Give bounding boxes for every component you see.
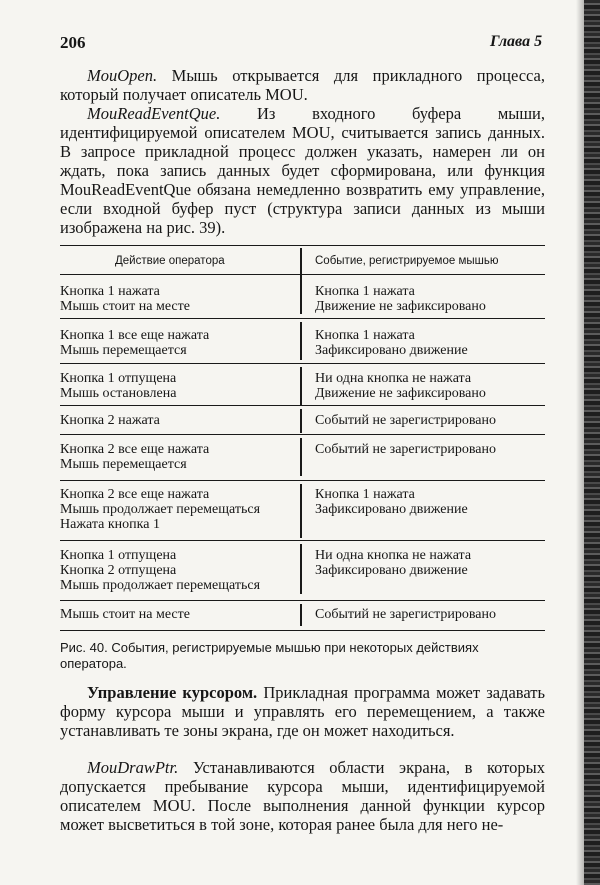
column-divider xyxy=(300,604,302,626)
table-row-rule xyxy=(60,363,545,364)
term-mouopen: MouOpen. xyxy=(87,66,158,85)
column-header-action: Действие оператора xyxy=(115,255,225,267)
table-cell-event: Кнопка 1 нажата Зафиксировано движение xyxy=(315,487,468,517)
table-header-rule xyxy=(60,274,545,275)
table-cell-action: Мышь стоит на месте xyxy=(60,607,190,622)
table-top-rule xyxy=(60,245,545,246)
text-moudrawptr: Устанавливаются области экрана, в которых допускается пребывание курсора мыши, идентифицируемой описателем MOU. После выполнения данной функции курсор может высветиться в той зоне, которая ранее была для него не- xyxy=(60,758,545,834)
table-cell-event: Кнопка 1 нажата Зафиксировано движение xyxy=(315,328,468,358)
table-cell-event: Событий не зарегистрировано xyxy=(315,442,496,457)
table-row-rule xyxy=(60,600,545,601)
table-cell-event: Событий не зарегистрировано xyxy=(315,607,496,622)
table-cell-event: Событий не зарегистрировано xyxy=(315,413,496,428)
paragraph-mouopen xyxy=(60,66,545,104)
column-divider xyxy=(300,409,302,433)
section-heading-cursor: Управление курсором. xyxy=(87,683,258,702)
column-divider xyxy=(300,484,302,538)
table-cell-action: Кнопка 1 нажата Мышь стоит на месте xyxy=(60,284,190,314)
column-divider xyxy=(300,544,302,594)
paragraph-cursor-control xyxy=(60,683,545,740)
table-cell-event: Ни одна кнопка не нажата Движение не зафиксировано xyxy=(315,371,486,401)
table-cell-action: Кнопка 2 все еще нажата Мышь перемещается xyxy=(60,442,210,472)
text-cursor-control: Прикладная программа может задавать форму курсора мыши и управлять его перемещением, а также устанавливать те зоны экрана, где он может находиться. xyxy=(60,683,545,740)
table-row-rule xyxy=(60,318,545,319)
text-mouopen: Мышь открывается для прикладного процесса, который получает описатель MOU. xyxy=(60,66,546,104)
table-cell-action: Кнопка 1 отпущена Кнопка 2 отпущена Мышь продолжает перемещаться xyxy=(60,548,261,593)
text-moureadeventque: Из входного буфера мыши, идентифицируемой описателем MOU, считывается запись данных. В запросе прикладной процесс должен указать, намерен ли он ждать, пока запись данных будет сформирована, или функция MouReadEventQue обязана немедленно возвратить ему управление, если входной буфер пуст (структура записи данных из мыши изображена на рис. 39). xyxy=(60,104,546,237)
table-row-rule xyxy=(60,480,545,481)
paragraph-moureadeventque xyxy=(60,104,545,237)
term-moudrawptr: MouDrawPtr. xyxy=(87,758,179,777)
table-row-rule xyxy=(60,405,545,406)
column-divider xyxy=(300,322,302,360)
table-cell-action: Кнопка 2 нажата xyxy=(60,413,160,428)
paragraph-moudrawptr xyxy=(60,758,545,834)
figure-caption: Рис. 40. События, регистрируемые мышью при некоторых действиях оператора. xyxy=(60,640,479,671)
page-edge-shadow xyxy=(584,0,600,885)
page-edge-fade xyxy=(576,0,584,885)
term-moureadeventque: MouReadEventQue. xyxy=(87,104,221,123)
table-cell-event: Кнопка 1 нажата Движение не зафиксировано xyxy=(315,284,486,314)
table-row-rule xyxy=(60,434,545,435)
column-divider xyxy=(300,367,302,405)
table-cell-action: Кнопка 1 отпущена Мышь остановлена xyxy=(60,371,177,401)
table-row-rule xyxy=(60,540,545,541)
column-divider xyxy=(300,438,302,476)
table-bottom-rule xyxy=(60,630,545,631)
events-table xyxy=(60,245,545,633)
chapter-header: Глава 5 xyxy=(490,33,543,50)
table-cell-event: Ни одна кнопка не нажата Зафиксировано движение xyxy=(315,548,472,578)
table-cell-action: Кнопка 2 все еще нажата Мышь продолжает перемещаться Нажата кнопка 1 xyxy=(60,487,261,532)
column-header-event: Событие, регистрируемое мышью xyxy=(315,255,499,267)
table-cell-action: Кнопка 1 все еще нажата Мышь перемещается xyxy=(60,328,210,358)
page-number: 206 xyxy=(60,33,86,52)
column-divider xyxy=(300,278,302,314)
